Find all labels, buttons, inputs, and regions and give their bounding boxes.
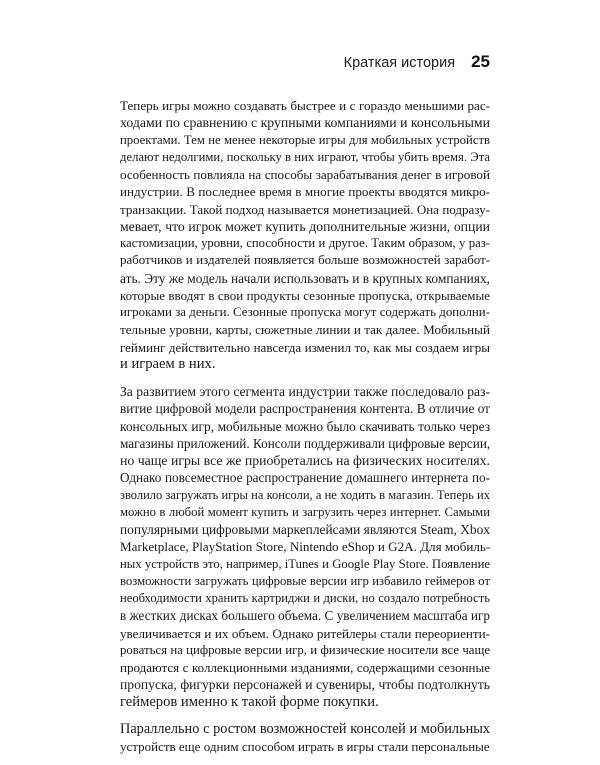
text-line: устройств еще одним способом играть в игры стали персональные xyxy=(120,739,490,754)
text-line: кастомизации, уровни, способности и другое. Таким образом, у раз- xyxy=(120,236,490,250)
text-line: геймеров именно к такой форме покупки. xyxy=(120,693,379,710)
text-line: игроками за деньги. Сезонные пропуска могут содержать дополни- xyxy=(120,305,490,319)
text-line: гейминг действительно навсегда изменил то, как мы создаем игры xyxy=(120,339,490,355)
text-line: ных устройств это, например, iTunes и Google Play Store. Появление xyxy=(120,556,490,571)
text-line: За развитием этого сегмента индустрии также последовало раз- xyxy=(120,384,490,399)
text-line: транзакции. Такой подход называется монетизацией. Она подразу- xyxy=(120,201,490,217)
running-title: Краткая история xyxy=(343,55,456,71)
text-line: но чаще игры все же приобретались на физических носителях. xyxy=(120,453,490,468)
text-line: которые вводят в свои продукты сезонные пропуска, открываемые xyxy=(120,287,490,303)
text-line: мевает, что игрок может купить дополнительные жизни, опции xyxy=(120,218,490,234)
text-line: Параллельно с ростом возможностей консолей и мобильных xyxy=(120,720,490,737)
text-line: тельные уровни, карты, сюжетные линии и так далее. Мобильный xyxy=(120,322,490,338)
text-line: в жестких дисках большего объема. С увеличением масштаба игр xyxy=(120,608,490,624)
page-header xyxy=(120,52,490,76)
text-line: особенность повлияла на способы зарабатывания денег в игровой xyxy=(120,167,490,182)
text-line: работчиков и издателей появляется больше возможностей заработ- xyxy=(120,253,490,268)
text-line: популярными цифровыми маркеплейсами являются Steam, Xbox xyxy=(120,522,491,537)
text-line: ходами по сравнению с крупными компаниями и консольными xyxy=(120,115,490,131)
text-line: можно в любой момент купить и загрузить через интернет. Самыми xyxy=(120,504,490,519)
text-line: Marketplace, PlayStation Store, Nintendo eShop и G2A. Для мобиль- xyxy=(120,539,491,555)
text-line: увеличивается и их объем. Однако ритейлеры стали переориенти- xyxy=(120,625,490,641)
text-line: роваться на цифровые версии игр, и физические носители все чаще xyxy=(120,642,490,657)
text-line: витие цифровой модели распространения контента. В отличие от xyxy=(120,401,490,417)
text-line: проектами. Тем не менее некоторые игры для мобильных устройств xyxy=(120,132,490,147)
paragraph xyxy=(120,97,490,373)
text-line: продаются с коллекционными изданиями, содержащими сезонные xyxy=(120,660,490,675)
text-line: пропуска, фигурки персонажей и сувениры, чтобы подтолкнуть xyxy=(120,677,490,693)
text-line: Однако повсеместное распространение домашнего интернета по- xyxy=(120,470,490,486)
text-line: магазины приложений. Консоли поддерживали цифровые версии, xyxy=(120,435,491,451)
page-number: 25 xyxy=(471,52,490,71)
paragraph xyxy=(120,721,490,756)
text-line: и играем в них. xyxy=(120,355,216,372)
text-line: ать. Эту же модель начали использовать и в крупных компаниях, xyxy=(120,270,490,286)
text-body xyxy=(120,97,490,765)
paragraph xyxy=(120,383,490,711)
text-line: индустрии. В последнее время в многие проекты вводятся микро- xyxy=(120,184,490,200)
text-line: консольных игр, мобильные можно было скачивать только через xyxy=(120,418,490,434)
text-line: Теперь игры можно создавать быстрее и с гораздо меньшими рас- xyxy=(120,98,490,113)
text-line: необходимости хранить картриджи и диски, но создало потребность xyxy=(120,591,490,605)
text-line: зволило загружать игры на консоли, а не ходить в магазин. Теперь их xyxy=(120,487,490,502)
text-line: делают недолгими, поскольку в них играют, чтобы убить время. Эта xyxy=(120,149,490,164)
text-line: возможности загружать цифровые версии игр избавило геймеров от xyxy=(120,573,490,588)
